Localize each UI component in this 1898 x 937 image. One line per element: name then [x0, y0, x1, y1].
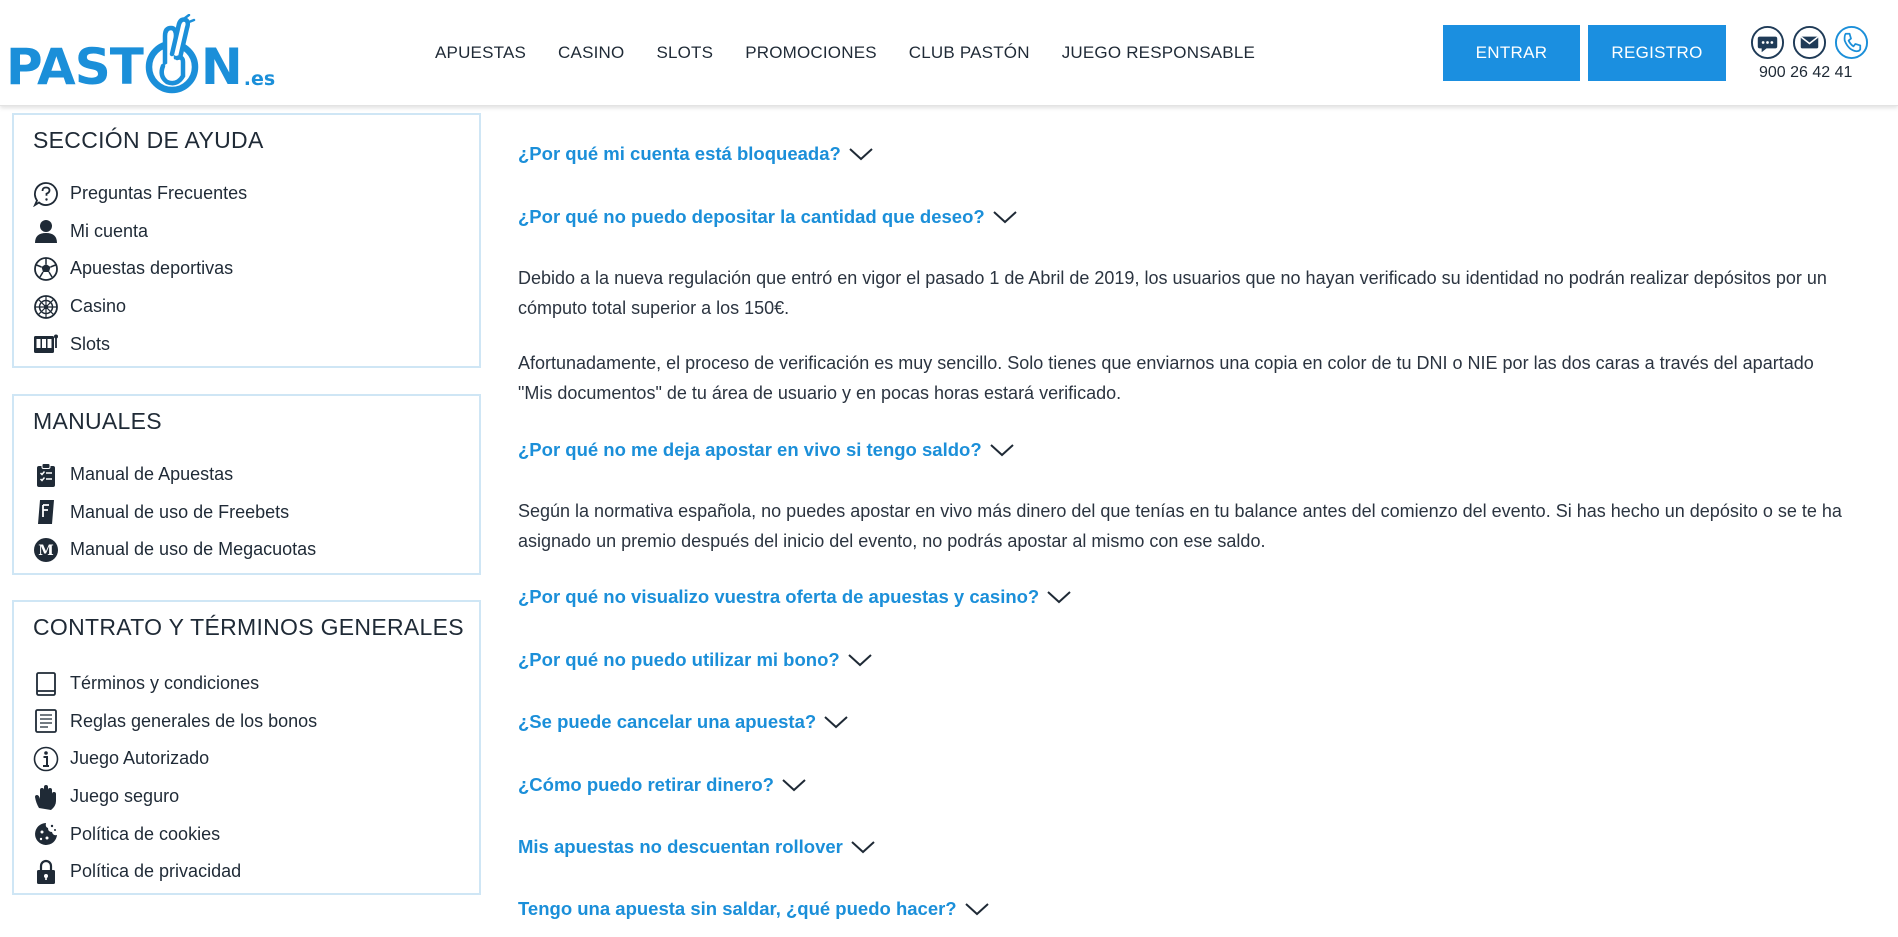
- sidebar-item-label: Juego Autorizado: [70, 748, 210, 769]
- sidebar-item-label: Slots: [70, 333, 111, 354]
- sidebar-item-manual-apuestas[interactable]: [33, 456, 316, 494]
- logo-tld: .es: [243, 68, 276, 90]
- sidebar-item-apuestas-deportivas[interactable]: [33, 250, 247, 288]
- sidebar-item-casino[interactable]: [33, 288, 247, 326]
- chevron-down-icon: [850, 839, 876, 855]
- nav-club-paston[interactable]: CLUB PASTÓN: [908, 43, 1030, 62]
- lock-icon: [33, 859, 59, 885]
- nav-slots[interactable]: SLOTS: [656, 43, 714, 62]
- sidebar-item-label: Manual de uso de Freebets: [70, 501, 290, 522]
- sidebar-item-label: Apuestas deportivas: [70, 258, 234, 279]
- logo-fingers-crossed-icon: [141, 14, 203, 94]
- faq-question-text: ¿Por qué no puedo utilizar mi bono?: [518, 649, 840, 670]
- logo-word-tail: N: [200, 38, 242, 96]
- sidebar-item-label: Política de cookies: [70, 823, 221, 844]
- ticket-icon: [33, 499, 59, 525]
- chevron-down-icon: [848, 146, 874, 162]
- sidebar-item-label: Política de privacidad: [70, 861, 242, 882]
- m-badge-icon: [33, 537, 59, 563]
- faq-question-text: ¿Por qué no me deja apostar en vivo si tengo saldo?: [518, 439, 982, 460]
- clipboard-icon: [33, 462, 59, 488]
- sidebar-item-juego-seguro[interactable]: [33, 778, 317, 816]
- faq-question[interactable]: [518, 836, 876, 858]
- logo-word: PAST: [6, 38, 143, 96]
- main-nav: [435, 43, 1287, 63]
- sidebar-item-label: Manual de uso de Megacuotas: [70, 539, 317, 560]
- chevron-down-icon: [992, 209, 1018, 225]
- roulette-icon: [33, 294, 59, 320]
- sidebar-item-reglas-bonos[interactable]: [33, 703, 317, 741]
- nav-juego-responsable[interactable]: JUEGO RESPONSABLE: [1061, 43, 1256, 62]
- chevron-down-icon: [989, 442, 1015, 458]
- faq-question[interactable]: [518, 439, 1015, 461]
- chat-icon[interactable]: [1750, 25, 1785, 60]
- info-icon: [33, 746, 59, 772]
- nav-casino[interactable]: CASINO: [558, 43, 625, 62]
- sidebar-item-label: Manual de Apuestas: [70, 464, 234, 485]
- chevron-down-icon: [847, 652, 873, 668]
- faq-question-text: ¿Por qué mi cuenta está bloqueada?: [518, 143, 841, 164]
- faq-question-text: ¿Por qué no visualizo vuestra oferta de apuestas y casino?: [518, 586, 1040, 607]
- sidebar-item-label: Términos y condiciones: [70, 673, 260, 694]
- faq-question[interactable]: [518, 774, 807, 796]
- site-header: [0, 0, 1898, 106]
- faq-answer-paragraph: Según la normativa española, no puedes apostar en vivo más dinero del que tenías en tu balance antes del comienzo del evento. Si has hecho un depósito o se te ha asignado un premio después del inicio del evento, no podrás apostar al mismo con ese saldo.: [518, 501, 1842, 551]
- faq-question[interactable]: [518, 143, 874, 165]
- sidebar-item-juego-autorizado[interactable]: [33, 740, 317, 778]
- question-icon: [33, 181, 59, 207]
- phone-number[interactable]: 900 26 42 41: [1759, 64, 1853, 81]
- sidebar-item-manual-freebets[interactable]: [33, 494, 316, 532]
- sidebar-item-label: Preguntas Frecuentes: [70, 183, 248, 204]
- terms-panel: [12, 600, 481, 895]
- faq-question[interactable]: [518, 898, 990, 920]
- soccer-ball-icon: [33, 256, 59, 282]
- user-icon: [33, 218, 59, 244]
- manuals-panel: [12, 394, 481, 575]
- svg-text:M: M: [38, 542, 54, 559]
- help-section-list: [33, 175, 247, 363]
- terms-title: CONTRATO Y TÉRMINOS GENERALES: [33, 614, 464, 640]
- sidebar-item-privacidad[interactable]: [33, 853, 317, 891]
- nav-promociones[interactable]: PROMOCIONES: [745, 43, 877, 62]
- faq-question[interactable]: [518, 206, 1018, 228]
- faq-question-text: Mis apuestas no descuentan rollover: [518, 836, 843, 857]
- hand-icon: [33, 784, 59, 810]
- mail-icon[interactable]: [1792, 25, 1827, 60]
- chevron-down-icon: [781, 777, 807, 793]
- sidebar-item-label: Juego seguro: [70, 786, 180, 807]
- contact-icons: [1750, 25, 1876, 60]
- help-section-panel: [12, 113, 481, 368]
- manuals-title: MANUALES: [33, 408, 162, 434]
- terms-list: [33, 665, 317, 891]
- sidebar-item-label: Mi cuenta: [70, 220, 149, 241]
- sidebar-item-cookies[interactable]: [33, 815, 317, 853]
- help-section-title: SECCIÓN DE AYUDA: [33, 127, 264, 153]
- faq-question-text: ¿Por qué no puedo depositar la cantidad que deseo?: [518, 206, 985, 227]
- faq-question[interactable]: [518, 711, 849, 733]
- sidebar-item-manual-megacuotas[interactable]: [33, 531, 316, 569]
- sidebar-item-slots[interactable]: [33, 325, 247, 363]
- register-button[interactable]: REGISTRO: [1588, 25, 1726, 81]
- document-icon: [33, 708, 59, 734]
- sidebar-item-preguntas-frecuentes[interactable]: [33, 175, 247, 213]
- login-button[interactable]: ENTRAR: [1443, 25, 1580, 81]
- slot-machine-icon: [33, 331, 59, 357]
- phone-icon[interactable]: [1834, 25, 1869, 60]
- chevron-down-icon: [964, 901, 990, 917]
- sidebar-item-label: Reglas generales de los bonos: [70, 710, 318, 731]
- faq-question-text: Tengo una apuesta sin saldar, ¿qué puedo hacer?: [518, 898, 957, 919]
- sidebar-item-terminos[interactable]: [33, 665, 317, 703]
- nav-apuestas[interactable]: APUESTAS: [435, 43, 527, 62]
- manuals-list: [33, 456, 316, 569]
- book-icon: [33, 671, 59, 697]
- faq-answer-paragraph: Debido a la nueva regulación que entró en vigor el pasado 1 de Abril de 2019, los usuarios que no hayan verificado su identidad no podrán realizar depósitos por un cómputo total superior a los 150€.: [518, 268, 1827, 318]
- faq-question[interactable]: [518, 586, 1072, 608]
- faq-answer-paragraph: Afortunadamente, el proceso de verificación es muy sencillo. Solo tienes que enviarnos una copia en color de tu DNI o NIE por las dos caras a través del apartado "Mis documentos" de tu área de usuario y en pocas horas estará verificado.: [518, 353, 1814, 403]
- faq-question-text: ¿Cómo puedo retirar dinero?: [518, 774, 774, 795]
- faq-question-text: ¿Se puede cancelar una apuesta?: [518, 711, 817, 732]
- pastonlogo[interactable]: [6, 14, 275, 94]
- sidebar-item-mi-cuenta[interactable]: [33, 213, 247, 251]
- chevron-down-icon: [823, 714, 849, 730]
- cookie-icon: [33, 821, 59, 847]
- sidebar-item-label: Casino: [70, 296, 127, 317]
- chevron-down-icon: [1046, 589, 1072, 605]
- faq-question[interactable]: [518, 649, 873, 671]
